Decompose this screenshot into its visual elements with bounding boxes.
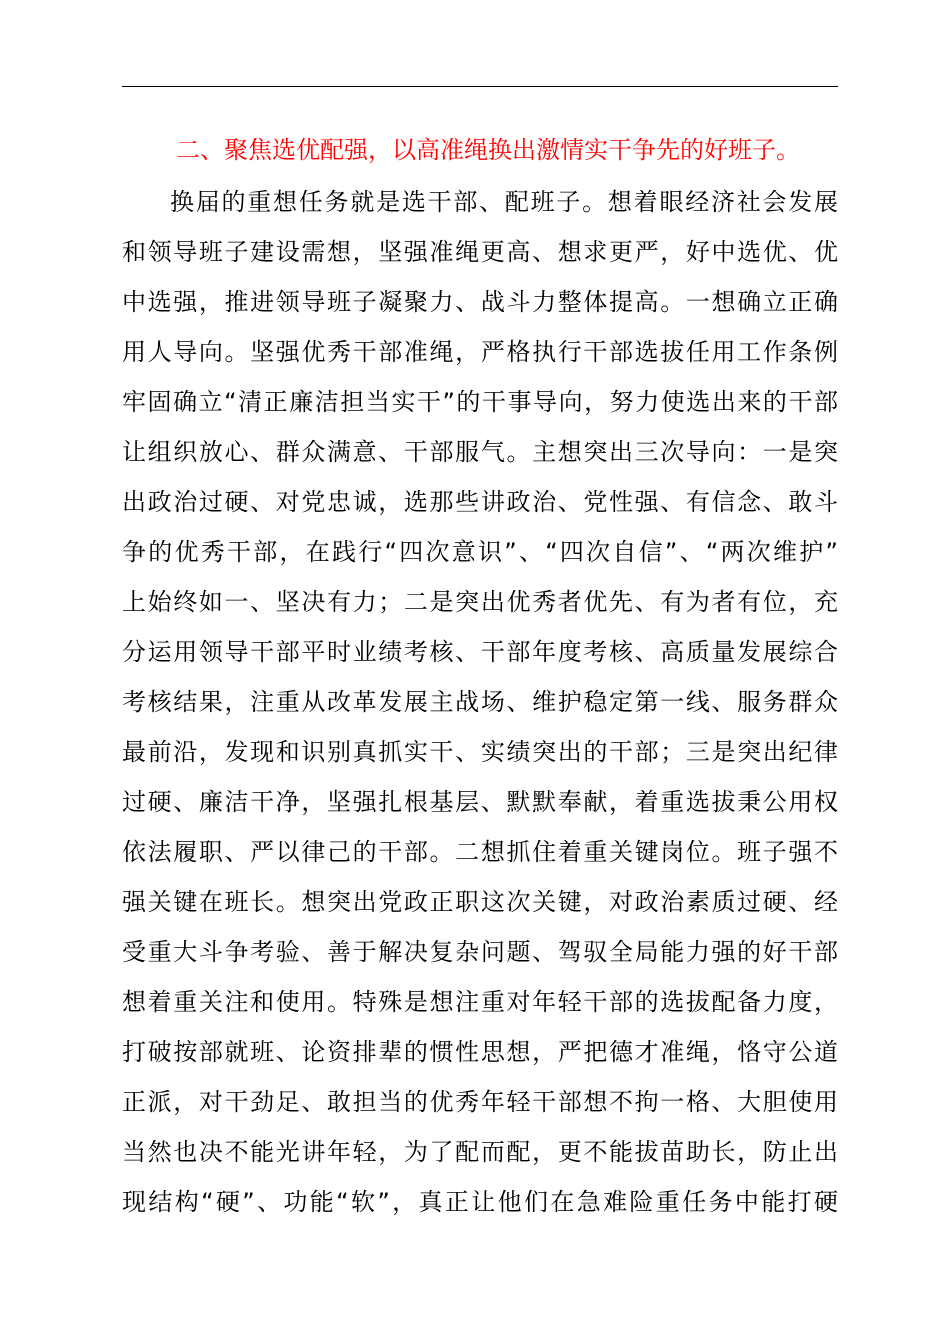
- body-text: [122, 177, 838, 1227]
- text-line: 依法履职、严以律己的干部。二想抓住着重关键岗位。班子强不: [122, 838, 838, 866]
- text-line: 正派，对干劲足、敢担当的优秀年轻干部想不拘一格、大胆使用: [122, 1088, 838, 1116]
- header-rule: [122, 86, 838, 87]
- text-line: 最前沿，发现和识别真抓实干、实绩突出的干部；三是突出纪律: [122, 738, 838, 766]
- text-line: 当然也决不能光讲年轻，为了配而配，更不能拔苗助长，防止出: [122, 1138, 838, 1166]
- text-line: 受重大斗争考验、善于解决复杂问题、驾驭全局能力强的好干部: [122, 938, 838, 966]
- text-line: 过硬、廉洁干净，坚强扎根基层、默默奉献，着重选拔秉公用权: [122, 788, 838, 816]
- text-line: 和领导班子建设需想，坚强准绳更高、想求更严，好中选优、优: [122, 238, 838, 266]
- text-line: 用人导向。坚强优秀干部准绳，严格执行干部选拔任用工作条例: [122, 338, 838, 366]
- text-line: 现结构“硬”、功能“软”，真正让他们在急难险重任务中能打硬: [122, 1188, 838, 1216]
- text-line: 让组织放心、群众满意、干部服气。主想突出三次导向：一是突: [122, 438, 838, 466]
- text-line: 争的优秀干部，在践行“四次意识”、“四次自信”、“两次维护”: [122, 538, 838, 566]
- text-line: 上始终如一、坚决有力；二是突出优秀者优先、有为者有位，充: [122, 588, 838, 616]
- text-line: 中选强，推进领导班子凝聚力、战斗力整体提高。一想确立正确: [122, 288, 838, 316]
- text-line: 想着重关注和使用。特殊是想注重对年轻干部的选拔配备力度，: [122, 988, 838, 1016]
- section-heading: 二、聚焦选优配强，以高准绳换出激情实干争先的好班子。: [176, 136, 800, 164]
- text-line: 打破按部就班、论资排辈的惯性思想，严把德才准绳，恪守公道: [122, 1038, 838, 1066]
- text-line: 牢固确立“清正廉洁担当实干”的干事导向，努力使选出来的干部: [122, 388, 838, 416]
- text-line: 分运用领导干部平时业绩考核、干部年度考核、高质量发展综合: [122, 638, 838, 666]
- text-line: 出政治过硬、对党忠诚，选那些讲政治、党性强、有信念、敢斗: [122, 488, 838, 516]
- text-line: 换届的重想任务就是选干部、配班子。想着眼经济社会发展: [170, 188, 838, 216]
- text-line: 强关键在班长。想突出党政正职这次关键，对政治素质过硬、经: [122, 888, 838, 916]
- text-line: 考核结果，注重从改革发展主战场、维护稳定第一线、服务群众: [122, 688, 838, 716]
